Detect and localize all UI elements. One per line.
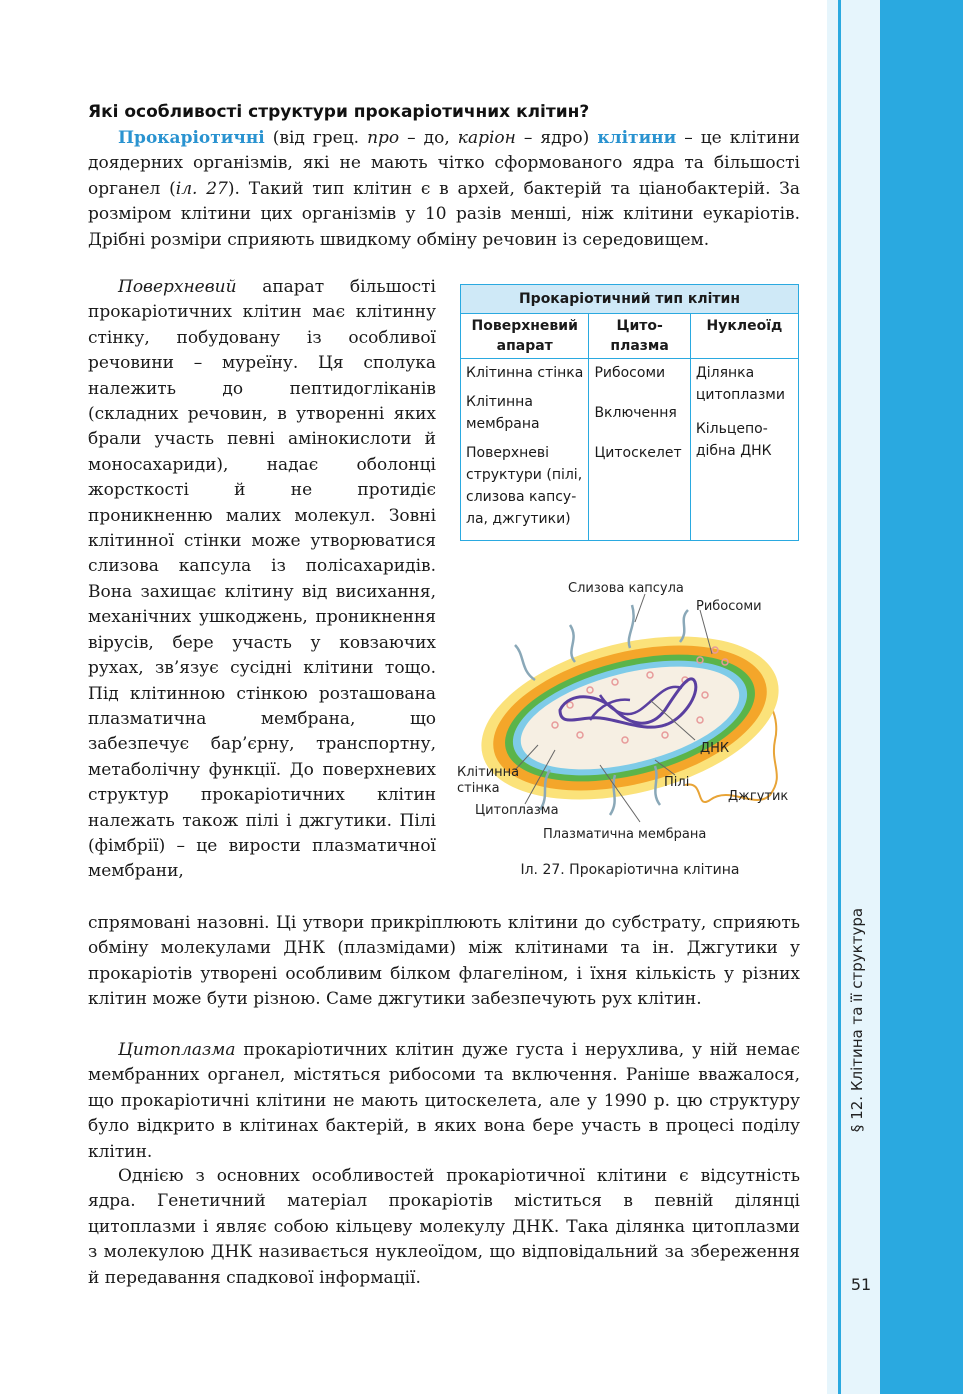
sidebar-light-strip: [827, 0, 880, 1394]
prokaryotic-cell-diagram: [450, 570, 810, 860]
label-dna: ДНК: [700, 741, 730, 756]
term-cytoplasm: Цитоплазма: [118, 1040, 236, 1060]
label-cytoplasm: Цитоплазма: [475, 803, 559, 818]
label-cell-wall-1: Клітинна: [457, 765, 520, 780]
table-header-nucleoid: Нуклеоїд: [690, 314, 798, 359]
table-item: Рибосоми: [594, 365, 666, 381]
table-cell-surface: [461, 359, 589, 541]
section-title: § 12. Клітина та її структура: [848, 907, 866, 1133]
label-capsule: Слизова капсула: [568, 581, 684, 596]
table-header-cytoplasm: Цито-плазма: [589, 314, 690, 359]
sidebar-line: [838, 0, 841, 1394]
paragraph-nucleoid: Однією з основних особливостей прокаріотичної клітини є відсутність ядра. Генетичний матеріал прокаріотів міститься в певній ділянці цитоплазми і являє собою кільцеву молекулу ДНК. Така ділянка цитоплазми з молекулою ДНК називається нуклеоїдом, що відповідальний за збереження й передавання спадкової інформації.: [88, 1166, 800, 1288]
table-item: Включення: [594, 405, 677, 421]
table-item: Клітинна стінка: [466, 365, 584, 381]
table-cell-nucleoid: [690, 359, 798, 541]
figure-caption: Іл. 27. Прокаріотична клітина: [520, 862, 740, 878]
table-item: Кільцепо-дібна ДНК: [695, 421, 772, 459]
paragraph-surface-continued: спрямовані назовні. Ці утвори прикріплюють клітини до субстрату, сприяють обміну молекулами ДНК (плазмідами) між клітинами та ін. Джгутики у прокаріотів утворені особливим білком флагеліном, і їхня кількість у різних клітин може бути різною. Саме джгутики забезпечують рух клітин.: [88, 913, 800, 1010]
paragraph-cytoplasm: Цитоплазма прокаріотичних клітин дуже густа і нерухлива, у ній немає мембранних органел, містяться рибосоми та включення. Раніше вважалося, що прокаріотичні клітини не мають цитоскелета, але у 1990 р. цю структуру було відкрито в клітинах бактерій, в яких вона бере участь в процесі поділу клітин.: [88, 1040, 800, 1162]
table-item: Ділянка цитоплазми: [695, 365, 785, 403]
label-plasma-membrane: Плазматична мембрана: [543, 827, 707, 842]
label-pili: Пілі: [664, 775, 690, 790]
figure-reference: іл. 27: [175, 178, 228, 199]
page-number: 51: [850, 1275, 872, 1294]
section-heading: Які особливості структури прокаріотичних клітин?: [88, 102, 590, 122]
label-ribosomes: Рибосоми: [696, 599, 762, 614]
table-item: Клітинна мембрана: [466, 394, 540, 432]
table-caption: Прокаріотичний тип клітин: [461, 285, 799, 314]
term-surface: Поверхневий: [118, 277, 237, 297]
table-header-surface: Поверхневий апарат: [461, 314, 589, 359]
label-flagellum: Джгутик: [728, 789, 789, 804]
paragraph-prokaryotes: Прокаріотичні (від грец. про – до, каріон – ядро) клітини – це клітини доядерних організмів, які не мають чітко сформованого ядра та більшості органел (іл. 27). Такий тип клітин є в архей, бактерій та ціанобактерій. За розміром клітини цих організмів у 10 разів менші, ніж клітини еукаріотів. Дрібні розміри сприяють швидкому обміну речовин із середовищем.: [88, 128, 801, 250]
paragraph-surface-apparatus: Поверхневий апарат більшості прокаріотичних клітин має клітинну стінку, побудовану із особливої речовини – муреїну. Ця сполука належить до пептидогліканів (складних речовин, в утворенні яких брали участь певні амінокислоти й моносахариди), надає оболонці жорсткості й не протидіє проникненню малих молекул. Зовні клітинної стінки може утворюватися слизова капсула із полісахаридів. Вона захищає клітину від висихання, механічних ушкоджень, проникнення вірусів, бере участь у ковзаючих рухах, зв’язує сусідні клітини тощо. Під клітинною стінкою розташована плазматична мембрана, що забезпечує бар’єрну, транспортну, метаболічну функції. До поверхневих структур прокаріотичних клітин належать також пілі і джгутики. Пілі (фімбрії) – це вирости плазматичної мембрани,: [88, 277, 436, 882]
table-cell-cytoplasm: [589, 359, 690, 541]
term-cells: клітини: [597, 128, 677, 148]
table-item: Поверхневі структури (пілі, слизова капсу-ла, джгутики): [466, 445, 583, 527]
term-prokaryotic: Прокаріотичні: [118, 128, 265, 148]
table-item: Цитоскелет: [594, 445, 682, 461]
prokaryotic-cell-table: [460, 284, 799, 541]
label-cell-wall-2: стінка: [457, 781, 500, 796]
